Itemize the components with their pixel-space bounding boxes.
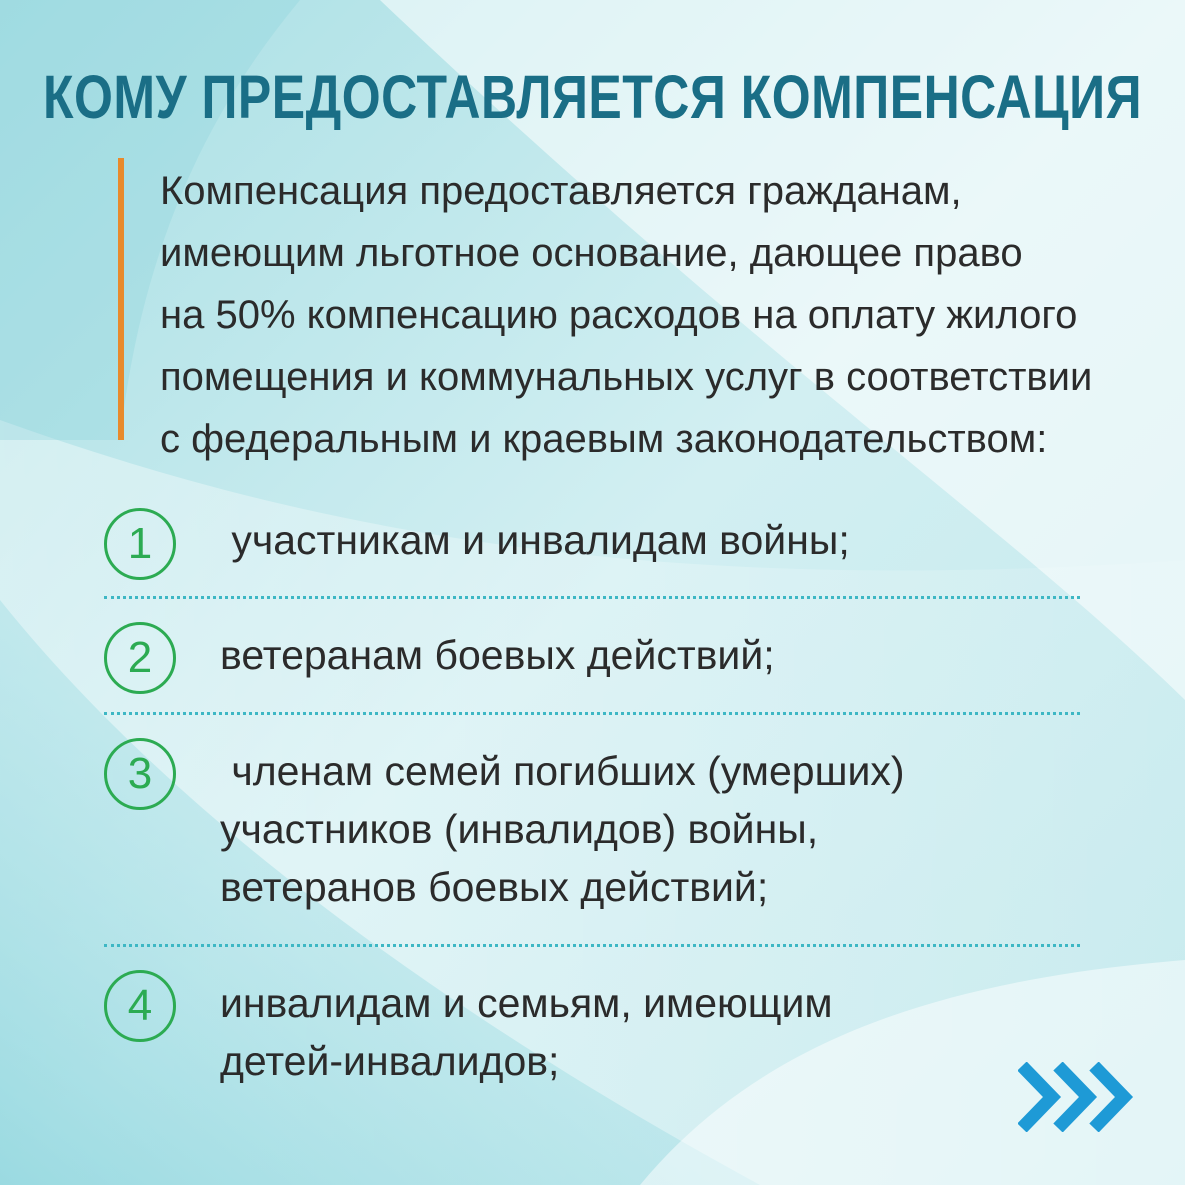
list-item-line: участников (инвалидов) войны, bbox=[220, 806, 819, 852]
triple-chevron-right-icon[interactable] bbox=[1018, 1062, 1138, 1132]
accent-bar bbox=[118, 158, 124, 440]
intro-paragraph bbox=[160, 160, 1150, 470]
list-item-line: инвалидам и семьям, имеющим bbox=[220, 980, 833, 1026]
intro-line: Компенсация предоставляется гражданам, bbox=[160, 169, 962, 213]
list-item-line: членам семей погибших (умерших) bbox=[220, 748, 905, 794]
number-badge: 4 bbox=[104, 970, 176, 1042]
intro-line: на 50% компенсацию расходов на оплату жилого bbox=[160, 293, 1078, 337]
number-badge: 3 bbox=[104, 738, 176, 810]
list-item-line: участникам и инвалидам войны; bbox=[220, 517, 850, 563]
intro-line: помещения и коммунальных услуг в соответствии bbox=[160, 355, 1093, 399]
separator bbox=[104, 596, 1080, 599]
list-item-text bbox=[220, 742, 905, 916]
number-badge: 2 bbox=[104, 622, 176, 694]
number-badge: 1 bbox=[104, 508, 176, 580]
page-title: КОМУ ПРЕДОСТАВЛЯЕТСЯ КОМПЕНСАЦИЯ bbox=[42, 63, 1143, 132]
list-item-line: ветеранов боевых действий; bbox=[220, 864, 769, 910]
list-item-text bbox=[220, 626, 775, 684]
list-item-text bbox=[220, 974, 833, 1090]
intro-line: с федеральным и краевым законодательством: bbox=[160, 417, 1048, 461]
intro-line: имеющим льготное основание, дающее право bbox=[160, 231, 1023, 275]
list-item-line: детей-инвалидов; bbox=[220, 1038, 560, 1084]
list-item-line: ветеранам боевых действий; bbox=[220, 632, 775, 678]
separator bbox=[104, 712, 1080, 715]
separator bbox=[104, 944, 1080, 947]
list-item-text bbox=[220, 511, 850, 569]
